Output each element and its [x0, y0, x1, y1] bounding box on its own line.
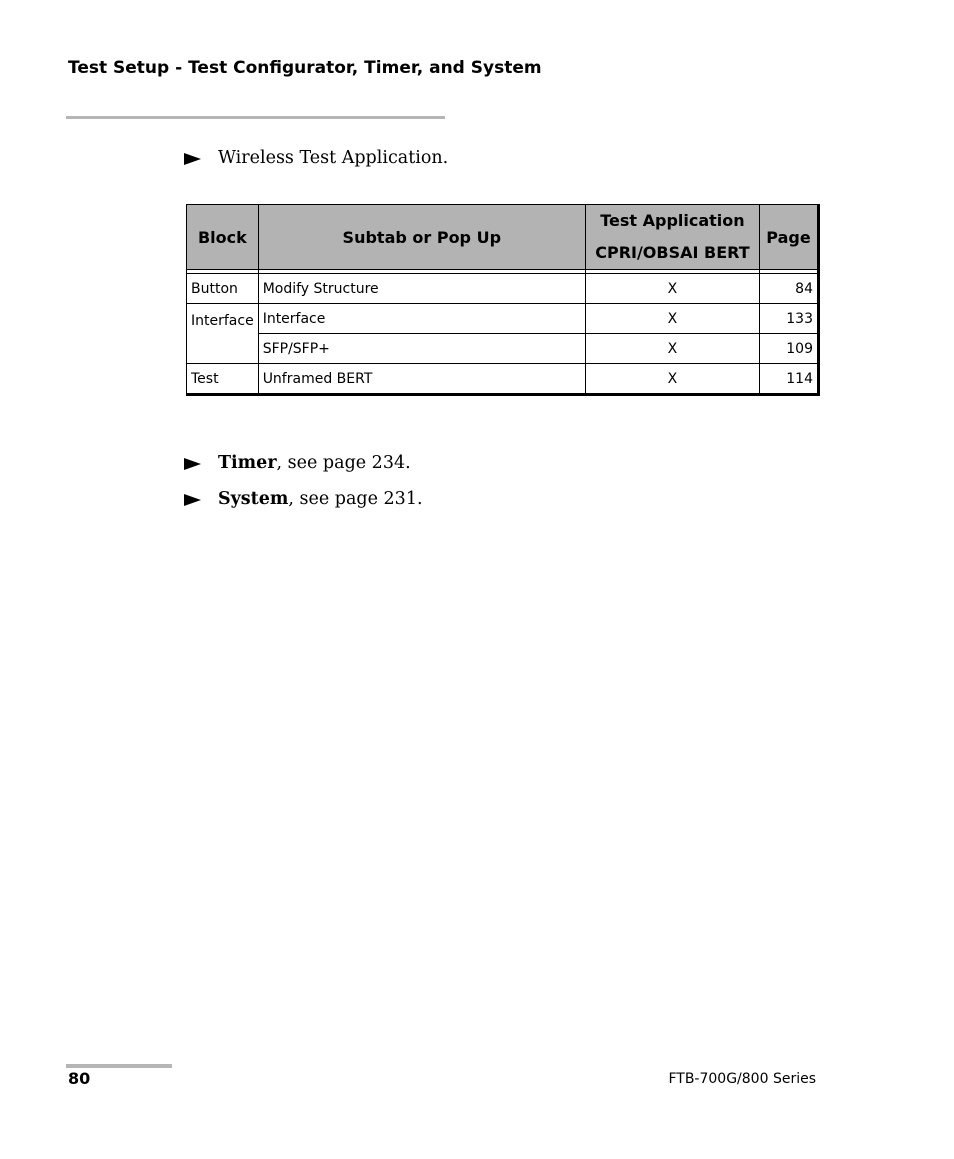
table-header-row: [187, 205, 819, 270]
bullet-wireless-text: Wireless Test Application.: [218, 148, 449, 168]
cell-mark: X: [585, 304, 759, 334]
cell-mark: X: [585, 364, 759, 395]
cell-page: 133: [760, 304, 819, 334]
cell-block: Interface: [187, 304, 259, 364]
cell-page: 114: [760, 364, 819, 395]
header-page: Page: [760, 205, 819, 270]
cell-mark: X: [585, 274, 759, 304]
table-row: [187, 364, 819, 395]
cell-page: 84: [760, 274, 819, 304]
header-rule: [66, 116, 445, 119]
bullet-timer: [184, 453, 411, 473]
table-row: [187, 274, 819, 304]
footer-series: FTB-700G/800 Series: [668, 1071, 816, 1087]
page-number: 80: [68, 1069, 91, 1088]
test-configurator-table: [186, 204, 820, 396]
arrow-bullet-icon: [184, 458, 201, 470]
header-block: Block: [187, 205, 259, 270]
page-header-title: Test Setup - Test Configurator, Timer, and System: [68, 58, 542, 78]
table-row: [187, 304, 819, 334]
cell-subtab: Interface: [258, 304, 585, 334]
cell-block: Button: [187, 274, 259, 304]
bullet-timer-link: Timer: [218, 453, 277, 473]
cell-subtab: Modify Structure: [258, 274, 585, 304]
bullet-wireless: [184, 148, 448, 168]
cell-block: Test: [187, 364, 259, 395]
header-app-line1: Test Application: [600, 211, 745, 230]
arrow-bullet-icon: [184, 494, 201, 506]
bullet-system: [184, 489, 423, 509]
cell-subtab: Unframed BERT: [258, 364, 585, 395]
bullet-system-link: System: [218, 489, 289, 509]
header-app-line2: CPRI/OBSAI BERT: [595, 243, 750, 262]
footer-rule: [66, 1064, 172, 1068]
arrow-bullet-icon: [184, 153, 201, 165]
header-test-application: [585, 205, 759, 270]
table-row: [187, 334, 819, 364]
bullet-timer-text: , see page 234.: [276, 453, 411, 473]
cell-mark: X: [585, 334, 759, 364]
cell-subtab: SFP/SFP+: [258, 334, 585, 364]
header-subtab: Subtab or Pop Up: [258, 205, 585, 270]
bullet-system-text: , see page 231.: [288, 489, 423, 509]
cell-page: 109: [760, 334, 819, 364]
